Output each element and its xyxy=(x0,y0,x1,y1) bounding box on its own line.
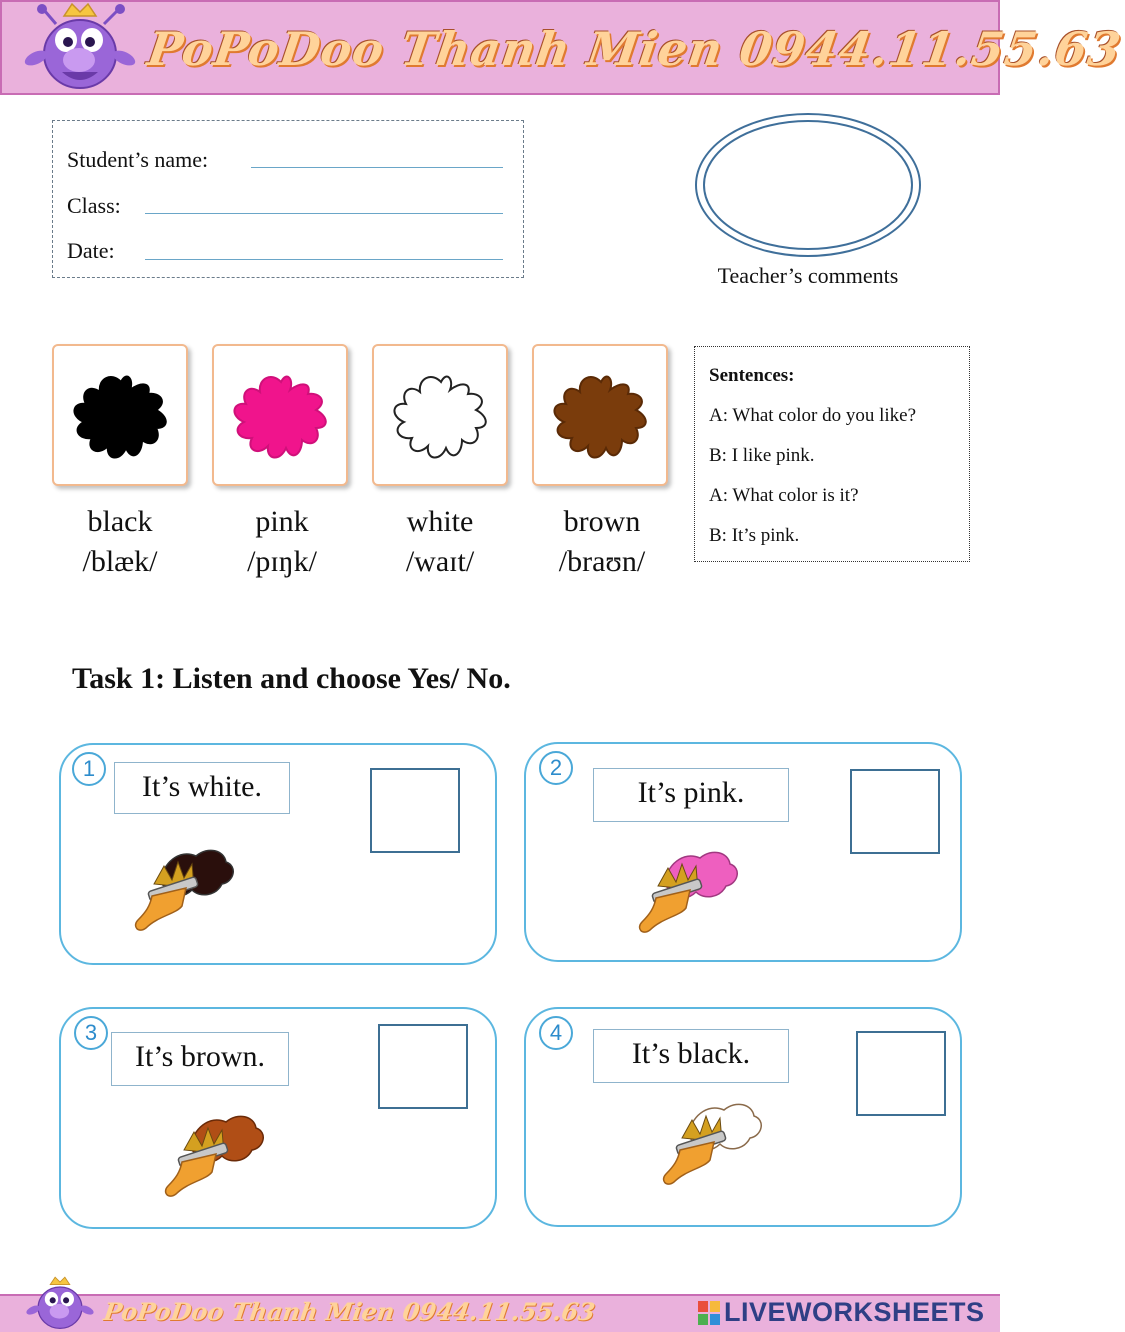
item-sentence: It’s black. xyxy=(593,1029,789,1083)
sentence-line: A: What color is it? xyxy=(709,485,859,506)
date-field[interactable] xyxy=(145,259,503,260)
mascot-icon xyxy=(22,1276,98,1332)
item-sentence: It’s brown. xyxy=(111,1032,289,1086)
color-card-pink xyxy=(212,344,348,486)
color-word: brown xyxy=(563,505,641,538)
color-word: black xyxy=(87,505,153,538)
footer-brand: PoPoDoo Thanh Mien 0944.11.55.63 xyxy=(101,1297,597,1326)
teacher-comments-label: Teacher’s comments xyxy=(717,263,899,288)
item-sentence: It’s pink. xyxy=(593,768,789,822)
date-label: Date: xyxy=(67,238,115,263)
student-name-field[interactable] xyxy=(251,167,503,168)
item-number-badge: 2 xyxy=(539,751,573,785)
liveworksheets-logo[interactable] xyxy=(698,1297,985,1328)
paint-splash-icon xyxy=(64,360,178,472)
item-number-badge: 1 xyxy=(72,752,106,786)
answer-box-3[interactable] xyxy=(378,1024,468,1109)
paint-brush-icon xyxy=(120,836,250,946)
answer-box-1[interactable] xyxy=(370,768,460,853)
student-info-box xyxy=(52,120,524,278)
color-word: pink xyxy=(255,505,309,538)
paint-splash-icon xyxy=(384,360,498,472)
color-ipa: /waɪt/ xyxy=(405,545,475,578)
paint-splash-icon xyxy=(224,360,338,472)
liveworksheets-icon xyxy=(698,1301,720,1325)
brand-title: PoPoDoo Thanh Mien 0944.11.55.63 xyxy=(144,22,1125,76)
item-number-badge: 4 xyxy=(539,1016,573,1050)
sentence-line: B: It’s pink. xyxy=(709,525,800,546)
teacher-comment-oval xyxy=(694,112,922,258)
paint-brush-icon xyxy=(624,838,754,948)
color-ipa: /braʊn/ xyxy=(558,545,646,578)
answer-box-2[interactable] xyxy=(850,769,940,854)
item-sentence: It’s white. xyxy=(114,762,290,814)
color-card-black xyxy=(52,344,188,486)
color-ipa: /blæk/ xyxy=(82,545,158,578)
paint-splash-icon xyxy=(544,360,658,472)
color-ipa: /pɪŋk/ xyxy=(247,545,317,578)
class-label: Class: xyxy=(67,193,121,218)
paint-brush-icon xyxy=(648,1090,778,1200)
color-card-white xyxy=(372,344,508,486)
color-word: white xyxy=(406,505,474,538)
color-card-brown xyxy=(532,344,668,486)
sentence-line: B: I like pink. xyxy=(709,445,815,466)
paint-brush-icon xyxy=(150,1102,280,1212)
mascot-icon xyxy=(22,2,138,94)
sentence-line: A: What color do you like? xyxy=(709,405,917,426)
sentences-box xyxy=(694,346,970,562)
sentences-title: Sentences: xyxy=(709,365,795,386)
student-name-label: Student’s name: xyxy=(67,147,209,172)
item-number-badge: 3 xyxy=(74,1016,108,1050)
answer-box-4[interactable] xyxy=(856,1031,946,1116)
class-field[interactable] xyxy=(145,213,503,214)
task-1-title: Task 1: Listen and choose Yes/ No. xyxy=(72,662,511,695)
liveworksheets-text: LIVEWORKSHEETS xyxy=(724,1297,985,1327)
